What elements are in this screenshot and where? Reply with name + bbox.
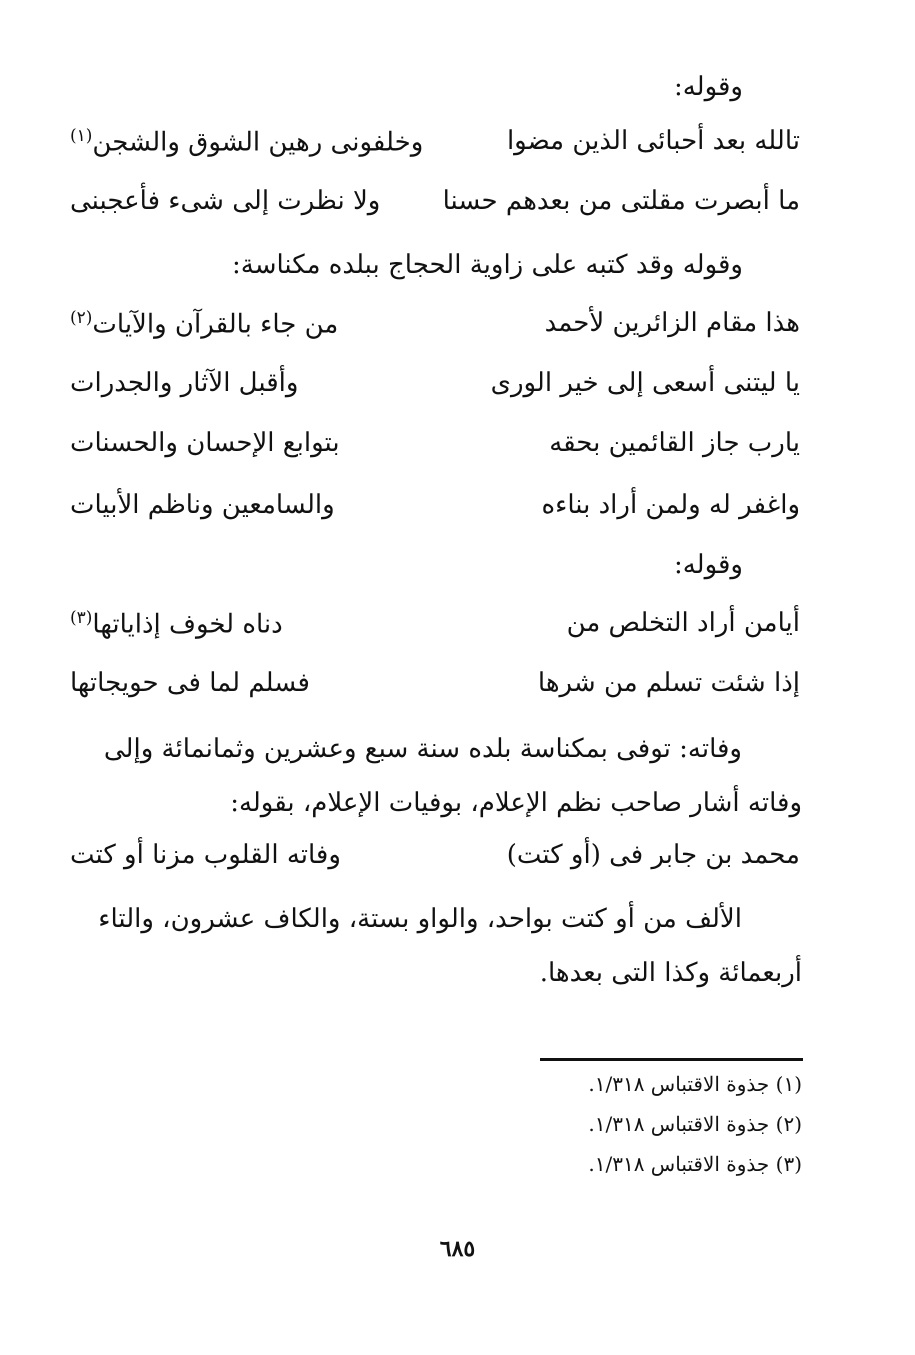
verse-first-hemistich: يا ليتنى أسعى إلى خير الورى bbox=[490, 368, 800, 398]
verse-first-hemistich: تالله بعد أحبائى الذين مضوا bbox=[506, 126, 800, 156]
verse-line bbox=[70, 428, 800, 468]
footnote-reference[interactable]: (٣) bbox=[70, 608, 93, 628]
death-paragraph: وفاته: توفى بمكناسة بلده سنة سبع وعشرين وثمانمائة وإلى وفاته أشار صاحب نظم الإعلام، بوفيات الإعلام، بقوله: bbox=[103, 734, 802, 818]
verse-second-hemistich: ولا نظرت إلى شىء فأعجبنى bbox=[70, 186, 381, 216]
intro-heading-1: وقوله: bbox=[673, 72, 743, 102]
verse-second-hemistich: والسامعين وناظم الأبيات bbox=[70, 490, 335, 520]
verse-line bbox=[70, 840, 800, 880]
verse-line bbox=[70, 490, 800, 530]
verse-first-hemistich: ما أبصرت مقلتى من بعدهم حسنا bbox=[442, 186, 800, 216]
verse-second-hemistich: وفاته القلوب مزنا أو كتت bbox=[70, 840, 341, 870]
verse-text: وخلفونى رهين الشوق والشجن bbox=[92, 127, 424, 158]
footnote-3: (٣) جذوة الاقتباس ١/٣١٨. bbox=[588, 1152, 802, 1176]
footnote-reference[interactable]: (٢) bbox=[70, 308, 93, 328]
verse-first-hemistich: هذا مقام الزائرين لأحمد bbox=[544, 308, 800, 338]
verse-line bbox=[70, 186, 800, 226]
verse-first-hemistich: محمد بن جابر فى (أو كتت) bbox=[506, 840, 800, 870]
verse-second-hemistich bbox=[70, 126, 423, 158]
verse-line bbox=[70, 308, 800, 348]
verse-second-hemistich: وأقبل الآثار والجدرات bbox=[70, 368, 299, 398]
verse-line bbox=[70, 608, 800, 648]
verse-text: دناه لخوف إذاياتها bbox=[92, 609, 283, 640]
verse-line bbox=[70, 126, 800, 166]
verse-line bbox=[70, 668, 800, 708]
verse-first-hemistich: واغفر له ولمن أراد بناءه bbox=[541, 490, 800, 520]
verse-line bbox=[70, 368, 800, 408]
page-number: ٦٨٥ bbox=[439, 1236, 476, 1262]
verse-second-hemistich: فسلم لما فى حويجاتها bbox=[70, 668, 310, 698]
verse-first-hemistich: يارب جاز القائمين بحقه bbox=[549, 428, 800, 458]
verse-second-hemistich bbox=[70, 608, 283, 640]
explanation-paragraph: الألف من أو كتت بواحد، والواو بستة، والكاف عشرون، والتاء أربعمائة وكذا التى بعدها. bbox=[98, 904, 802, 988]
verse-first-hemistich: إذا شئت تسلم من شرها bbox=[537, 668, 800, 698]
verse-text: من جاء بالقرآن والآيات bbox=[92, 309, 339, 340]
footnote-2: (٢) جذوة الاقتباس ١/٣١٨. bbox=[588, 1112, 802, 1136]
intro-heading-3: وقوله: bbox=[673, 550, 743, 580]
verse-first-hemistich: أيامن أراد التخلص من bbox=[566, 608, 800, 638]
verse-second-hemistich bbox=[70, 308, 338, 340]
footnote-reference[interactable]: (١) bbox=[70, 126, 93, 146]
footnote-separator bbox=[540, 1058, 803, 1061]
verse-second-hemistich: بتوابع الإحسان والحسنات bbox=[70, 428, 340, 458]
intro-heading-2: وقوله وقد كتبه على زاوية الحجاج ببلده مكناسة: bbox=[232, 250, 743, 280]
footnote-1: (١) جذوة الاقتباس ١/٣١٨. bbox=[588, 1072, 802, 1096]
